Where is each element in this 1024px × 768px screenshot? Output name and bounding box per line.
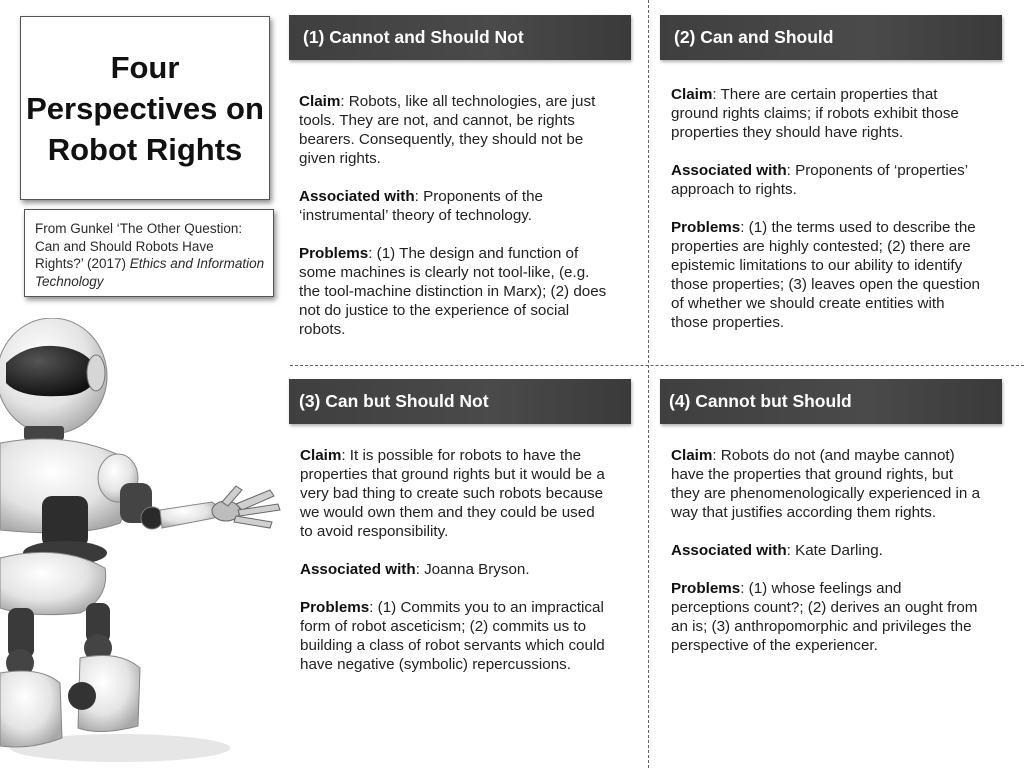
horizontal-divider: [290, 365, 1024, 366]
quadrant-2-heading: (2) Can and Should: [660, 15, 1002, 60]
quadrant-4-body: [671, 446, 981, 674]
associated-text: : Kate Darling.: [786, 542, 883, 559]
title-box: [20, 16, 270, 200]
problems-text: : (1) the terms used to describe the properties are highly contested; (2) there are epistemic limitations to our ability to identify those properties; (3) leaves open the question of whether we should create entities with those properties.: [671, 219, 981, 331]
problems-label: Problems: [671, 219, 741, 236]
claim-paragraph: [299, 92, 609, 168]
problems-label: Problems: [671, 580, 741, 597]
claim-paragraph: [671, 446, 981, 522]
problems-text: : (1) Commits you to an impractical form of robot asceticism; (2) commits us to building a class of robot servants which could have negative (symbolic) repercussions.: [300, 599, 605, 673]
quadrant-1-heading: (1) Cannot and Should Not: [289, 15, 631, 60]
page-title: Four Perspectives on Robot Rights: [26, 49, 264, 167]
source-journal: Ethics and Information Technology: [35, 256, 265, 289]
claim-text: : Robots do not (and maybe cannot) have the properties that ground rights, but they are phenomenologically experienced in a way that justifies according them rights.: [671, 447, 981, 521]
associated-text: : Proponents of ‘properties’ approach to rights.: [671, 162, 968, 198]
source-text: From Gunkel ‘The Other Question: Can and Should Robots Have Rights?’ (2017): [35, 221, 243, 271]
claim-text: : Robots, like all technologies, are just tools. They are not, and cannot, be rights bearers. Consequently, they should not be given rights.: [299, 93, 596, 167]
claim-label: Claim: [671, 447, 713, 464]
problems-text: : (1) whose feelings and perceptions count?; (2) derives an ought from an is; (3) anthropomorphic and privileges the perspective of the experiencer.: [671, 580, 978, 654]
claim-label: Claim: [671, 86, 713, 103]
source-citation: [24, 209, 274, 297]
claim-text: : There are certain properties that ground rights claims; if robots exhibit those properties they should have rights.: [671, 86, 959, 141]
claim-label: Claim: [300, 447, 342, 464]
robot-arm: [98, 454, 280, 529]
claim-paragraph: [671, 85, 981, 142]
problems-label: Problems: [300, 599, 370, 616]
associated-label: Associated with: [300, 561, 416, 578]
claim-text: : It is possible for robots to have the properties that ground rights but it would be a very bad thing to create such robots because we would own them and they could be used to avoid responsibility.: [300, 447, 605, 540]
problems-paragraph: [299, 244, 609, 339]
associated-paragraph: [300, 560, 610, 579]
quadrant-3-heading: (3) Can but Should Not: [289, 379, 631, 424]
robot-illustration: [0, 318, 300, 768]
associated-paragraph: [671, 161, 981, 199]
associated-label: Associated with: [671, 162, 787, 179]
associated-text: : Proponents of the ‘instrumental’ theory of technology.: [299, 188, 543, 224]
quadrant-2-body: [671, 85, 981, 351]
associated-label: Associated with: [299, 188, 415, 205]
problems-paragraph: [300, 598, 610, 674]
robot-head: [0, 318, 107, 440]
associated-paragraph: [671, 541, 981, 560]
claim-label: Claim: [299, 93, 341, 110]
problems-paragraph: [671, 579, 981, 655]
robot-legs: [0, 603, 140, 747]
associated-text: : Joanna Bryson.: [415, 561, 530, 578]
quadrant-1-body: [299, 92, 609, 358]
problems-paragraph: [671, 218, 981, 332]
vertical-divider: [648, 0, 649, 768]
problems-label: Problems: [299, 245, 369, 262]
problems-text: : (1) The design and function of some machines is clearly not tool-like, (e.g. the tool-machine distinction in Marx); (2) does not do justice to the experience of social robots.: [299, 245, 607, 338]
associated-paragraph: [299, 187, 609, 225]
claim-paragraph: [300, 446, 610, 541]
quadrant-4-heading: (4) Cannot but Should: [660, 379, 1002, 424]
quadrant-3-body: [300, 446, 610, 693]
associated-label: Associated with: [671, 542, 787, 559]
